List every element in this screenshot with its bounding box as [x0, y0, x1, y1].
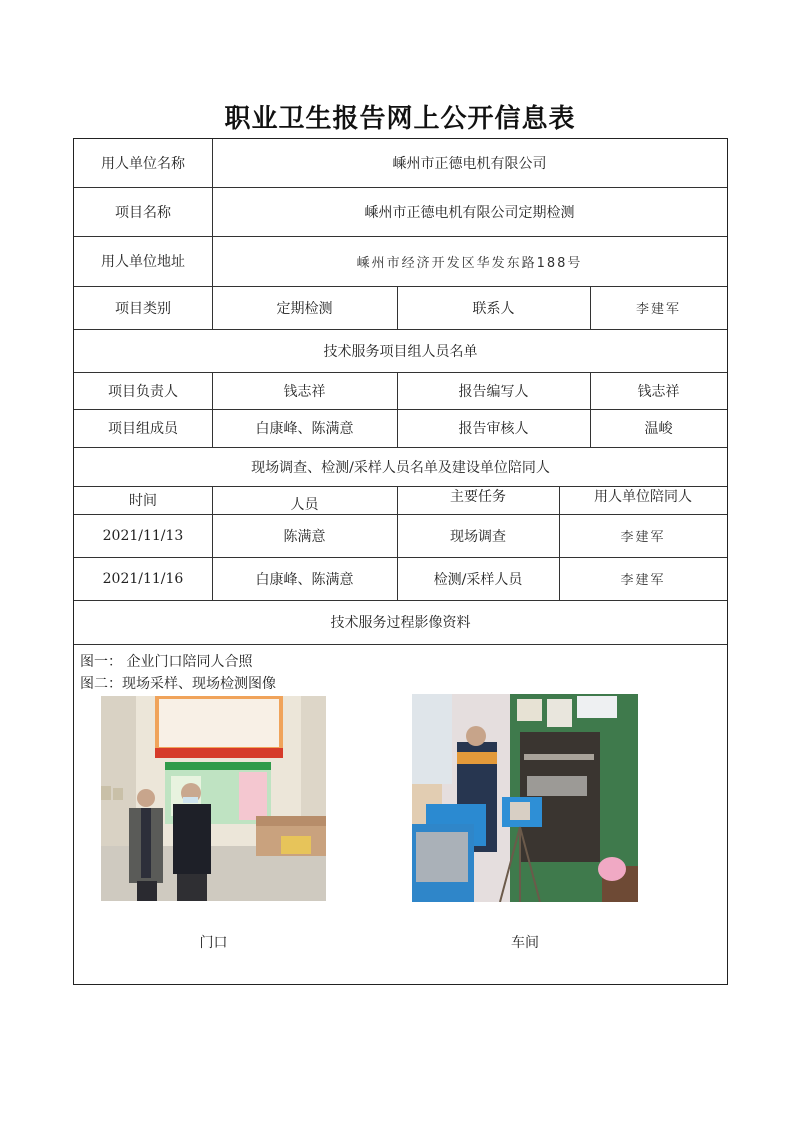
caption-figure-2: 图二：现场采样、现场检测图像 [80, 676, 276, 692]
category-value: 定期检测 [276, 300, 333, 317]
survey-row-2-escort: 李建军 [620, 573, 666, 588]
reviewer-value: 温峻 [644, 421, 673, 437]
reviewer-label: 报告审核人 [458, 421, 529, 437]
project-value: 嵊州市正德电机有限公司定期检测 [364, 204, 575, 221]
survey-row-2-task: 检测/采样人员 [433, 571, 523, 588]
company-value: 嵊州市正德电机有限公司 [392, 156, 547, 172]
photo-workshop [412, 694, 638, 902]
survey-section-title: 现场调查、检测/采样人员名单及建设单位陪同人 [251, 459, 550, 476]
page-title: 职业卫生报告网上公开信息表 [224, 104, 576, 134]
writer-label: 报告编写人 [458, 383, 529, 400]
leader-value: 钱志祥 [283, 383, 326, 400]
divider [74, 644, 727, 645]
contact-value: 李建军 [635, 302, 681, 317]
photo-entrance [101, 696, 326, 901]
survey-row-1-date: 2021/11/13 [102, 527, 184, 544]
images-section-title: 技术服务过程影像资料 [330, 615, 471, 631]
company-label: 用人单位名称 [101, 156, 185, 172]
survey-header-task: 主要任务 [450, 489, 506, 505]
survey-row-1-task: 现场调查 [450, 528, 506, 545]
survey-row-1-escort: 李建军 [620, 530, 666, 545]
address-label: 用人单位地址 [101, 254, 185, 270]
team-section-title: 技术服务项目组人员名单 [323, 343, 478, 360]
members-value: 白康峰、陈满意 [255, 421, 354, 437]
survey-row-1-staff: 陈满意 [283, 528, 326, 545]
category-label: 项目类别 [115, 300, 171, 317]
members-label: 项目组成员 [108, 421, 178, 437]
survey-header-escort: 用人单位陪同人 [594, 489, 692, 505]
info-table [73, 138, 728, 985]
project-label: 项目名称 [115, 204, 171, 221]
entrance-photo-illustration [101, 696, 326, 901]
contact-label: 联系人 [472, 300, 515, 317]
caption-figure-1: 图一： 企业门口陪同人合照 [80, 654, 253, 670]
address-value: 嵊州市经济开发区华发东路188号 [356, 255, 583, 271]
survey-header-staff: 人员 [290, 497, 319, 513]
workshop-photo-illustration [412, 694, 638, 902]
survey-row-2-staff: 白康峰、陈满意 [255, 571, 354, 588]
survey-header-time: 时间 [129, 493, 157, 509]
survey-row-2-date: 2021/11/16 [102, 570, 184, 587]
photo-workshop-label: 车间 [511, 935, 539, 951]
photo-entrance-label: 门口 [199, 935, 228, 951]
writer-value: 钱志祥 [637, 383, 680, 400]
leader-label: 项目负责人 [108, 383, 178, 400]
